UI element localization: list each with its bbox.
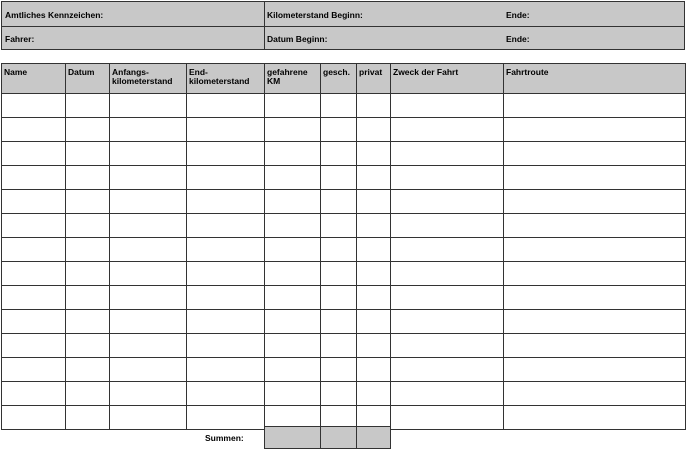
cell-datum[interactable] xyxy=(66,166,110,190)
cell-privat[interactable] xyxy=(357,118,391,142)
cell-anfang[interactable] xyxy=(110,406,187,430)
cell-km[interactable] xyxy=(265,262,321,286)
cell-datum[interactable] xyxy=(66,382,110,406)
table-header-row xyxy=(2,64,686,94)
sum-cell-gefahrene-km[interactable] xyxy=(264,426,321,449)
cell-datum[interactable] xyxy=(66,406,110,430)
table-row xyxy=(2,166,686,190)
cell-end[interactable] xyxy=(187,166,265,190)
cell-zweck[interactable] xyxy=(391,262,504,286)
cell-route[interactable] xyxy=(504,238,686,262)
cell-zweck[interactable] xyxy=(391,118,504,142)
cell-name[interactable] xyxy=(2,358,66,382)
table-row xyxy=(2,118,686,142)
column-header-datum: Datum xyxy=(66,64,110,94)
cell-name[interactable] xyxy=(2,382,66,406)
column-header-name: Name xyxy=(2,64,66,94)
cell-km[interactable] xyxy=(265,94,321,118)
cell-end[interactable] xyxy=(187,334,265,358)
cell-km[interactable] xyxy=(265,118,321,142)
cell-anfang[interactable] xyxy=(110,334,187,358)
cell-end[interactable] xyxy=(187,142,265,166)
cell-name[interactable] xyxy=(2,334,66,358)
cell-route[interactable] xyxy=(504,118,686,142)
cell-gesch[interactable] xyxy=(321,94,357,118)
cell-route[interactable] xyxy=(504,406,686,430)
cell-privat[interactable] xyxy=(357,334,391,358)
column-header-gesch: gesch. xyxy=(321,64,357,94)
cell-name[interactable] xyxy=(2,286,66,310)
cell-privat[interactable] xyxy=(357,310,391,334)
cell-anfang[interactable] xyxy=(110,238,187,262)
sum-cell-gesch[interactable] xyxy=(320,426,357,449)
cell-gesch[interactable] xyxy=(321,382,357,406)
fahrer-label: Fahrer: xyxy=(5,34,35,44)
table-row xyxy=(2,94,686,118)
cell-anfang[interactable] xyxy=(110,94,187,118)
cell-route[interactable] xyxy=(504,262,686,286)
cell-anfang[interactable] xyxy=(110,142,187,166)
cell-end[interactable] xyxy=(187,310,265,334)
column-header-end: End- kilometerstand xyxy=(187,64,265,94)
cell-privat[interactable] xyxy=(357,382,391,406)
cell-km[interactable] xyxy=(265,310,321,334)
cell-name[interactable] xyxy=(2,238,66,262)
cell-km[interactable] xyxy=(265,190,321,214)
sum-cell-privat[interactable] xyxy=(356,426,391,449)
cell-datum[interactable] xyxy=(66,142,110,166)
cell-datum[interactable] xyxy=(66,310,110,334)
kennzeichen-label: Amtliches Kennzeichen: xyxy=(5,10,104,20)
cell-route[interactable] xyxy=(504,214,686,238)
cell-name[interactable] xyxy=(2,214,66,238)
column-header-km: gefahrene KM xyxy=(265,64,321,94)
cell-privat[interactable] xyxy=(357,166,391,190)
cell-name[interactable] xyxy=(2,190,66,214)
cell-datum[interactable] xyxy=(66,190,110,214)
cell-privat[interactable] xyxy=(357,238,391,262)
cell-zweck[interactable] xyxy=(391,142,504,166)
cell-name[interactable] xyxy=(2,94,66,118)
header-divider-horizontal xyxy=(2,26,684,27)
cell-datum[interactable] xyxy=(66,238,110,262)
cell-gesch[interactable] xyxy=(321,190,357,214)
cell-gesch[interactable] xyxy=(321,214,357,238)
summen-label: Summen: xyxy=(205,433,244,443)
cell-privat[interactable] xyxy=(357,286,391,310)
column-header-route: Fahrtroute xyxy=(504,64,686,94)
cell-anfang[interactable] xyxy=(110,214,187,238)
cell-end[interactable] xyxy=(187,214,265,238)
cell-end[interactable] xyxy=(187,190,265,214)
cell-route[interactable] xyxy=(504,94,686,118)
cell-km[interactable] xyxy=(265,382,321,406)
table-row xyxy=(2,286,686,310)
cell-zweck[interactable] xyxy=(391,310,504,334)
cell-name[interactable] xyxy=(2,262,66,286)
cell-km[interactable] xyxy=(265,214,321,238)
column-header-privat: privat xyxy=(357,64,391,94)
cell-name[interactable] xyxy=(2,118,66,142)
table-row xyxy=(2,310,686,334)
table-row xyxy=(2,334,686,358)
cell-zweck[interactable] xyxy=(391,238,504,262)
cell-km[interactable] xyxy=(265,334,321,358)
cell-end[interactable] xyxy=(187,406,265,430)
cell-route[interactable] xyxy=(504,382,686,406)
cell-datum[interactable] xyxy=(66,118,110,142)
cell-zweck[interactable] xyxy=(391,166,504,190)
cell-route[interactable] xyxy=(504,334,686,358)
cell-anfang[interactable] xyxy=(110,286,187,310)
cell-km[interactable] xyxy=(265,358,321,382)
cell-name[interactable] xyxy=(2,166,66,190)
cell-zweck[interactable] xyxy=(391,358,504,382)
cell-anfang[interactable] xyxy=(110,382,187,406)
column-header-anfang: Anfangs- kilometerstand xyxy=(110,64,187,94)
header-box xyxy=(1,1,685,50)
cell-gesch[interactable] xyxy=(321,238,357,262)
cell-gesch[interactable] xyxy=(321,310,357,334)
cell-zweck[interactable] xyxy=(391,334,504,358)
column-header-zweck: Zweck der Fahrt xyxy=(391,64,504,94)
cell-name[interactable] xyxy=(2,142,66,166)
cell-anfang[interactable] xyxy=(110,190,187,214)
datum-ende-label: Ende: xyxy=(506,34,530,44)
table-row xyxy=(2,214,686,238)
cell-route[interactable] xyxy=(504,310,686,334)
cell-route[interactable] xyxy=(504,142,686,166)
cell-name[interactable] xyxy=(2,406,66,430)
cell-zweck[interactable] xyxy=(391,94,504,118)
cell-km[interactable] xyxy=(265,166,321,190)
fahrtenbuch-table xyxy=(1,63,686,430)
cell-route[interactable] xyxy=(504,286,686,310)
cell-name[interactable] xyxy=(2,310,66,334)
cell-end[interactable] xyxy=(187,238,265,262)
cell-gesch[interactable] xyxy=(321,262,357,286)
table-row xyxy=(2,358,686,382)
cell-km[interactable] xyxy=(265,142,321,166)
cell-datum[interactable] xyxy=(66,94,110,118)
cell-datum[interactable] xyxy=(66,214,110,238)
cell-datum[interactable] xyxy=(66,334,110,358)
km-beginn-label: Kilometerstand Beginn: xyxy=(267,10,363,20)
cell-km[interactable] xyxy=(265,238,321,262)
table-row xyxy=(2,238,686,262)
cell-km[interactable] xyxy=(265,286,321,310)
cell-route[interactable] xyxy=(504,190,686,214)
header-divider-vertical xyxy=(264,2,265,49)
cell-route[interactable] xyxy=(504,358,686,382)
cell-privat[interactable] xyxy=(357,214,391,238)
cell-datum[interactable] xyxy=(66,358,110,382)
cell-datum[interactable] xyxy=(66,262,110,286)
cell-zweck[interactable] xyxy=(391,190,504,214)
cell-anfang[interactable] xyxy=(110,358,187,382)
cell-end[interactable] xyxy=(187,94,265,118)
table-row xyxy=(2,142,686,166)
datum-beginn-label: Datum Beginn: xyxy=(267,34,328,44)
cell-gesch[interactable] xyxy=(321,118,357,142)
cell-datum[interactable] xyxy=(66,286,110,310)
cell-gesch[interactable] xyxy=(321,286,357,310)
km-ende-label: Ende: xyxy=(506,10,530,20)
cell-anfang[interactable] xyxy=(110,310,187,334)
cell-gesch[interactable] xyxy=(321,358,357,382)
cell-end[interactable] xyxy=(187,358,265,382)
cell-gesch[interactable] xyxy=(321,166,357,190)
cell-end[interactable] xyxy=(187,262,265,286)
table-row xyxy=(2,382,686,406)
cell-privat[interactable] xyxy=(357,190,391,214)
cell-zweck[interactable] xyxy=(391,286,504,310)
cell-privat[interactable] xyxy=(357,358,391,382)
cell-zweck[interactable] xyxy=(391,406,504,430)
cell-zweck[interactable] xyxy=(391,382,504,406)
cell-gesch[interactable] xyxy=(321,142,357,166)
cell-anfang[interactable] xyxy=(110,166,187,190)
cell-end[interactable] xyxy=(187,382,265,406)
cell-privat[interactable] xyxy=(357,262,391,286)
cell-gesch[interactable] xyxy=(321,334,357,358)
cell-zweck[interactable] xyxy=(391,214,504,238)
cell-privat[interactable] xyxy=(357,142,391,166)
cell-route[interactable] xyxy=(504,166,686,190)
cell-anfang[interactable] xyxy=(110,262,187,286)
cell-anfang[interactable] xyxy=(110,118,187,142)
table-row xyxy=(2,262,686,286)
cell-privat[interactable] xyxy=(357,94,391,118)
table-row xyxy=(2,190,686,214)
cell-end[interactable] xyxy=(187,286,265,310)
cell-end[interactable] xyxy=(187,118,265,142)
